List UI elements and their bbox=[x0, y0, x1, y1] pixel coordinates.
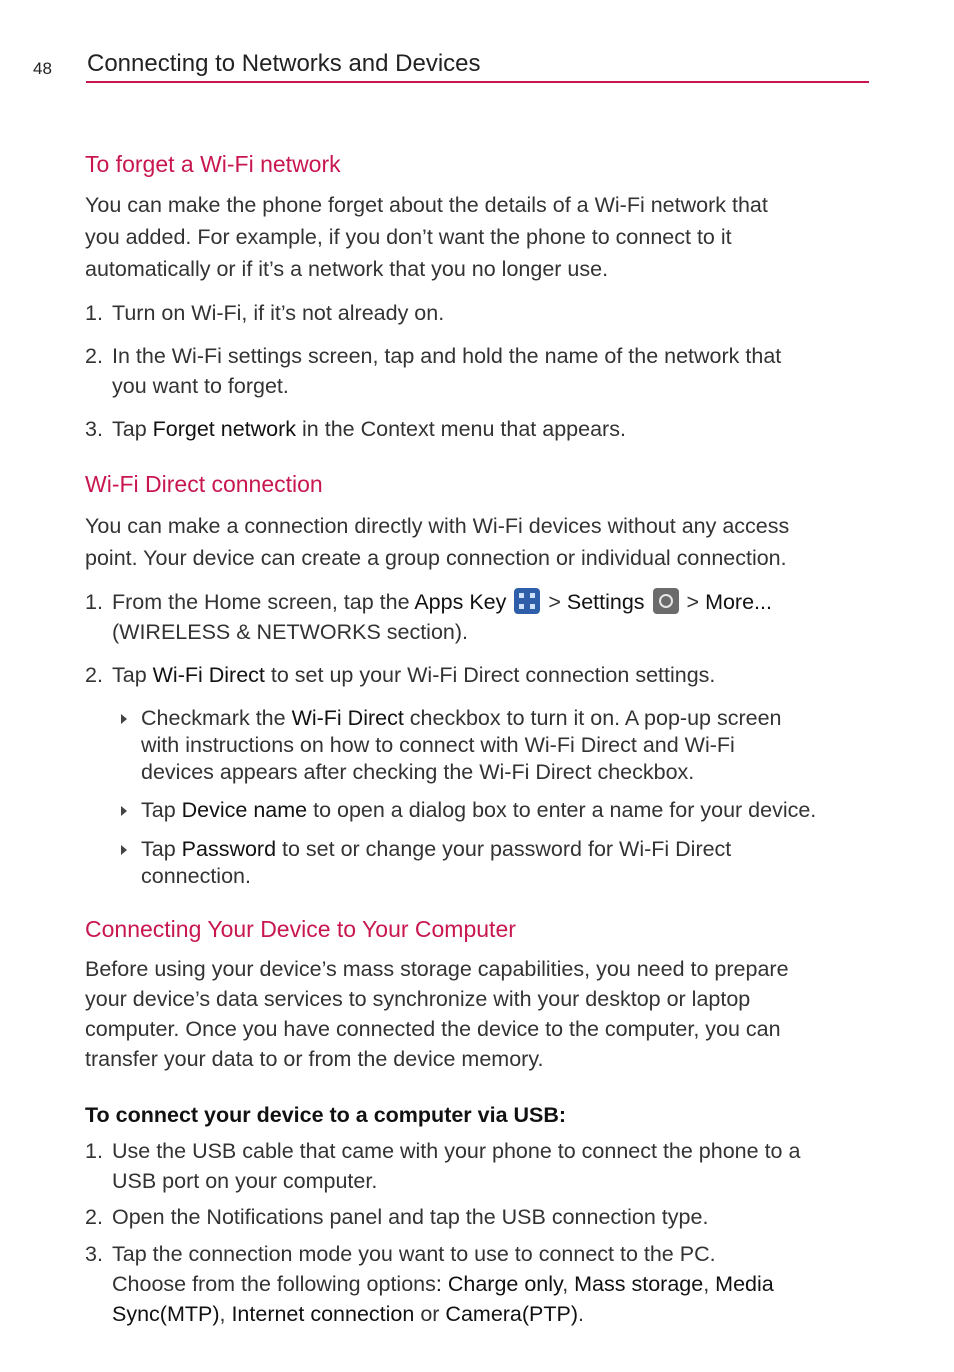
step-number: 3. bbox=[85, 1242, 103, 1266]
step-number: 1. bbox=[85, 590, 103, 614]
wifi-direct-heading: Wi-Fi Direct connection bbox=[85, 471, 323, 497]
computer-intro-line-2: your device’s data services to synchronize with your desktop or laptop bbox=[85, 987, 751, 1011]
forget-intro-line-3: automatically or if it’s a network that you no longer use. bbox=[85, 257, 609, 281]
bullet-text bbox=[141, 836, 861, 890]
step-number: 1. bbox=[85, 1139, 103, 1163]
bullet-arrow-icon bbox=[121, 845, 127, 855]
step-number: 3. bbox=[85, 417, 103, 441]
apps-key-icon bbox=[514, 588, 540, 614]
forget-step-3 bbox=[85, 414, 875, 444]
direct-bullet-password bbox=[121, 836, 861, 890]
settings-gear-icon bbox=[653, 588, 679, 614]
wifi-direct-term: Wi-Fi Direct bbox=[152, 663, 265, 687]
wifi-direct-intro bbox=[85, 510, 885, 574]
step-text bbox=[112, 414, 875, 444]
bullet-text-post: checkbox to turn it on. A pop-up screen bbox=[403, 706, 782, 730]
device-name-term: Device name bbox=[181, 798, 308, 822]
bullet-text-post: to open a dialog box to enter a name for your device. bbox=[307, 798, 817, 822]
direct-bullet-checkmark bbox=[121, 705, 861, 786]
step-text-post: to set up your Wi-Fi Direct connection settings. bbox=[264, 663, 716, 687]
step-text-line-2: USB port on your computer. bbox=[112, 1169, 378, 1193]
bullet-text-line-3: devices appears after checking the Wi-Fi Direct checkbox. bbox=[141, 760, 695, 784]
computer-intro-line-4: transfer your data to or from the device memory. bbox=[85, 1047, 544, 1071]
step-text bbox=[112, 587, 875, 647]
bullet-arrow-icon bbox=[121, 806, 127, 816]
step-text bbox=[112, 341, 875, 401]
colon: : bbox=[435, 1272, 448, 1296]
usb-step-2 bbox=[85, 1202, 875, 1232]
internet-connection-option: Internet connection bbox=[231, 1302, 415, 1326]
forget-network-intro bbox=[85, 189, 865, 285]
chapter-title: Connecting to Networks and Devices bbox=[87, 50, 481, 77]
bullet-arrow-icon bbox=[121, 714, 127, 724]
step-text-pre: Tap bbox=[112, 417, 153, 441]
step-text-line-1: Tap the connection mode you want to use to connect to the PC. bbox=[112, 1242, 716, 1266]
settings-term: Settings bbox=[566, 590, 645, 614]
bullet-text-pre: Tap bbox=[141, 798, 182, 822]
bullet-text bbox=[141, 705, 861, 786]
direct-step-2 bbox=[85, 660, 875, 690]
or-word: or bbox=[414, 1302, 446, 1326]
bullet-text-line-2: connection. bbox=[141, 864, 251, 888]
charge-only-option: Charge only bbox=[447, 1272, 563, 1296]
media-sync-option-part-1: Media bbox=[715, 1272, 774, 1296]
step-text: Open the Notifications panel and tap the USB connection type. bbox=[112, 1205, 709, 1229]
separator: > bbox=[680, 590, 706, 614]
direct-step-1 bbox=[85, 587, 875, 647]
forget-network-heading: To forget a Wi-Fi network bbox=[85, 151, 341, 177]
password-term: Password bbox=[181, 837, 277, 861]
step-text-line-1: In the Wi-Fi settings screen, tap and hold the name of the network that bbox=[112, 344, 782, 368]
mass-storage-option: Mass storage bbox=[574, 1272, 704, 1296]
bullet-text-pre: Tap bbox=[141, 837, 182, 861]
computer-intro-line-1: Before using your device’s mass storage capabilities, you need to prepare bbox=[85, 957, 789, 981]
forget-step-1 bbox=[85, 298, 875, 328]
step-number: 2. bbox=[85, 663, 103, 687]
bullet-text-pre: Checkmark the bbox=[141, 706, 292, 730]
connect-computer-heading: Connecting Your Device to Your Computer bbox=[85, 916, 516, 942]
bullet-text-post: to set or change your password for Wi-Fi Direct bbox=[276, 837, 732, 861]
wifi-direct-term: Wi-Fi Direct bbox=[291, 706, 404, 730]
step-text bbox=[112, 1239, 875, 1329]
bullet-text bbox=[141, 797, 881, 824]
direct-intro-line-1: You can make a connection directly with Wi-Fi devices without any access bbox=[85, 514, 790, 538]
direct-bullet-device-name bbox=[121, 797, 881, 824]
step-text-pre: Tap bbox=[112, 663, 153, 687]
usb-step-3 bbox=[85, 1239, 875, 1329]
step-text-line-2-pre: Choose from the following options bbox=[112, 1272, 436, 1296]
step-number: 2. bbox=[85, 344, 103, 368]
step-text-line-2: (WIRELESS & NETWORKS section). bbox=[112, 620, 469, 644]
comma: , bbox=[562, 1272, 575, 1296]
step-text-pre: From the Home screen, tap the bbox=[112, 590, 415, 614]
step-text: Turn on Wi-Fi, if it’s not already on. bbox=[112, 301, 445, 325]
apps-key-term: Apps Key bbox=[414, 590, 507, 614]
direct-intro-line-2: point. Your device can create a group connection or individual connection. bbox=[85, 546, 787, 570]
header-divider bbox=[86, 81, 869, 83]
more-term: More... bbox=[705, 590, 772, 614]
step-number: 2. bbox=[85, 1205, 103, 1229]
bullet-text-line-2: with instructions on how to connect with Wi-Fi Direct and Wi-Fi bbox=[141, 733, 735, 757]
comma: , bbox=[703, 1272, 716, 1296]
media-sync-option-part-2: Sync(MTP) bbox=[112, 1302, 220, 1326]
forget-intro-line-2: you added. For example, if you don’t want the phone to connect to it bbox=[85, 225, 732, 249]
period: . bbox=[578, 1302, 585, 1326]
forget-network-term: Forget network bbox=[152, 417, 297, 441]
step-text-line-1: Use the USB cable that came with your phone to connect the phone to a bbox=[112, 1139, 801, 1163]
separator: > bbox=[542, 590, 567, 614]
usb-subheading: To connect your device to a computer via USB: bbox=[85, 1103, 567, 1127]
computer-intro-line-3: computer. Once you have connected the device to the computer, you can bbox=[85, 1017, 781, 1041]
page-number: 48 bbox=[33, 59, 52, 78]
step-number: 1. bbox=[85, 301, 103, 325]
connect-computer-intro bbox=[85, 954, 865, 1074]
camera-ptp-option: Camera(PTP) bbox=[445, 1302, 579, 1326]
comma: , bbox=[219, 1302, 232, 1326]
usb-step-1 bbox=[85, 1136, 875, 1196]
forget-step-2 bbox=[85, 341, 875, 401]
forget-intro-line-1: You can make the phone forget about the details of a Wi-Fi network that bbox=[85, 193, 768, 217]
step-text-post: in the Context menu that appears. bbox=[296, 417, 626, 441]
step-text bbox=[112, 660, 875, 690]
step-text-line-2: you want to forget. bbox=[112, 374, 289, 398]
step-text bbox=[112, 1136, 875, 1196]
